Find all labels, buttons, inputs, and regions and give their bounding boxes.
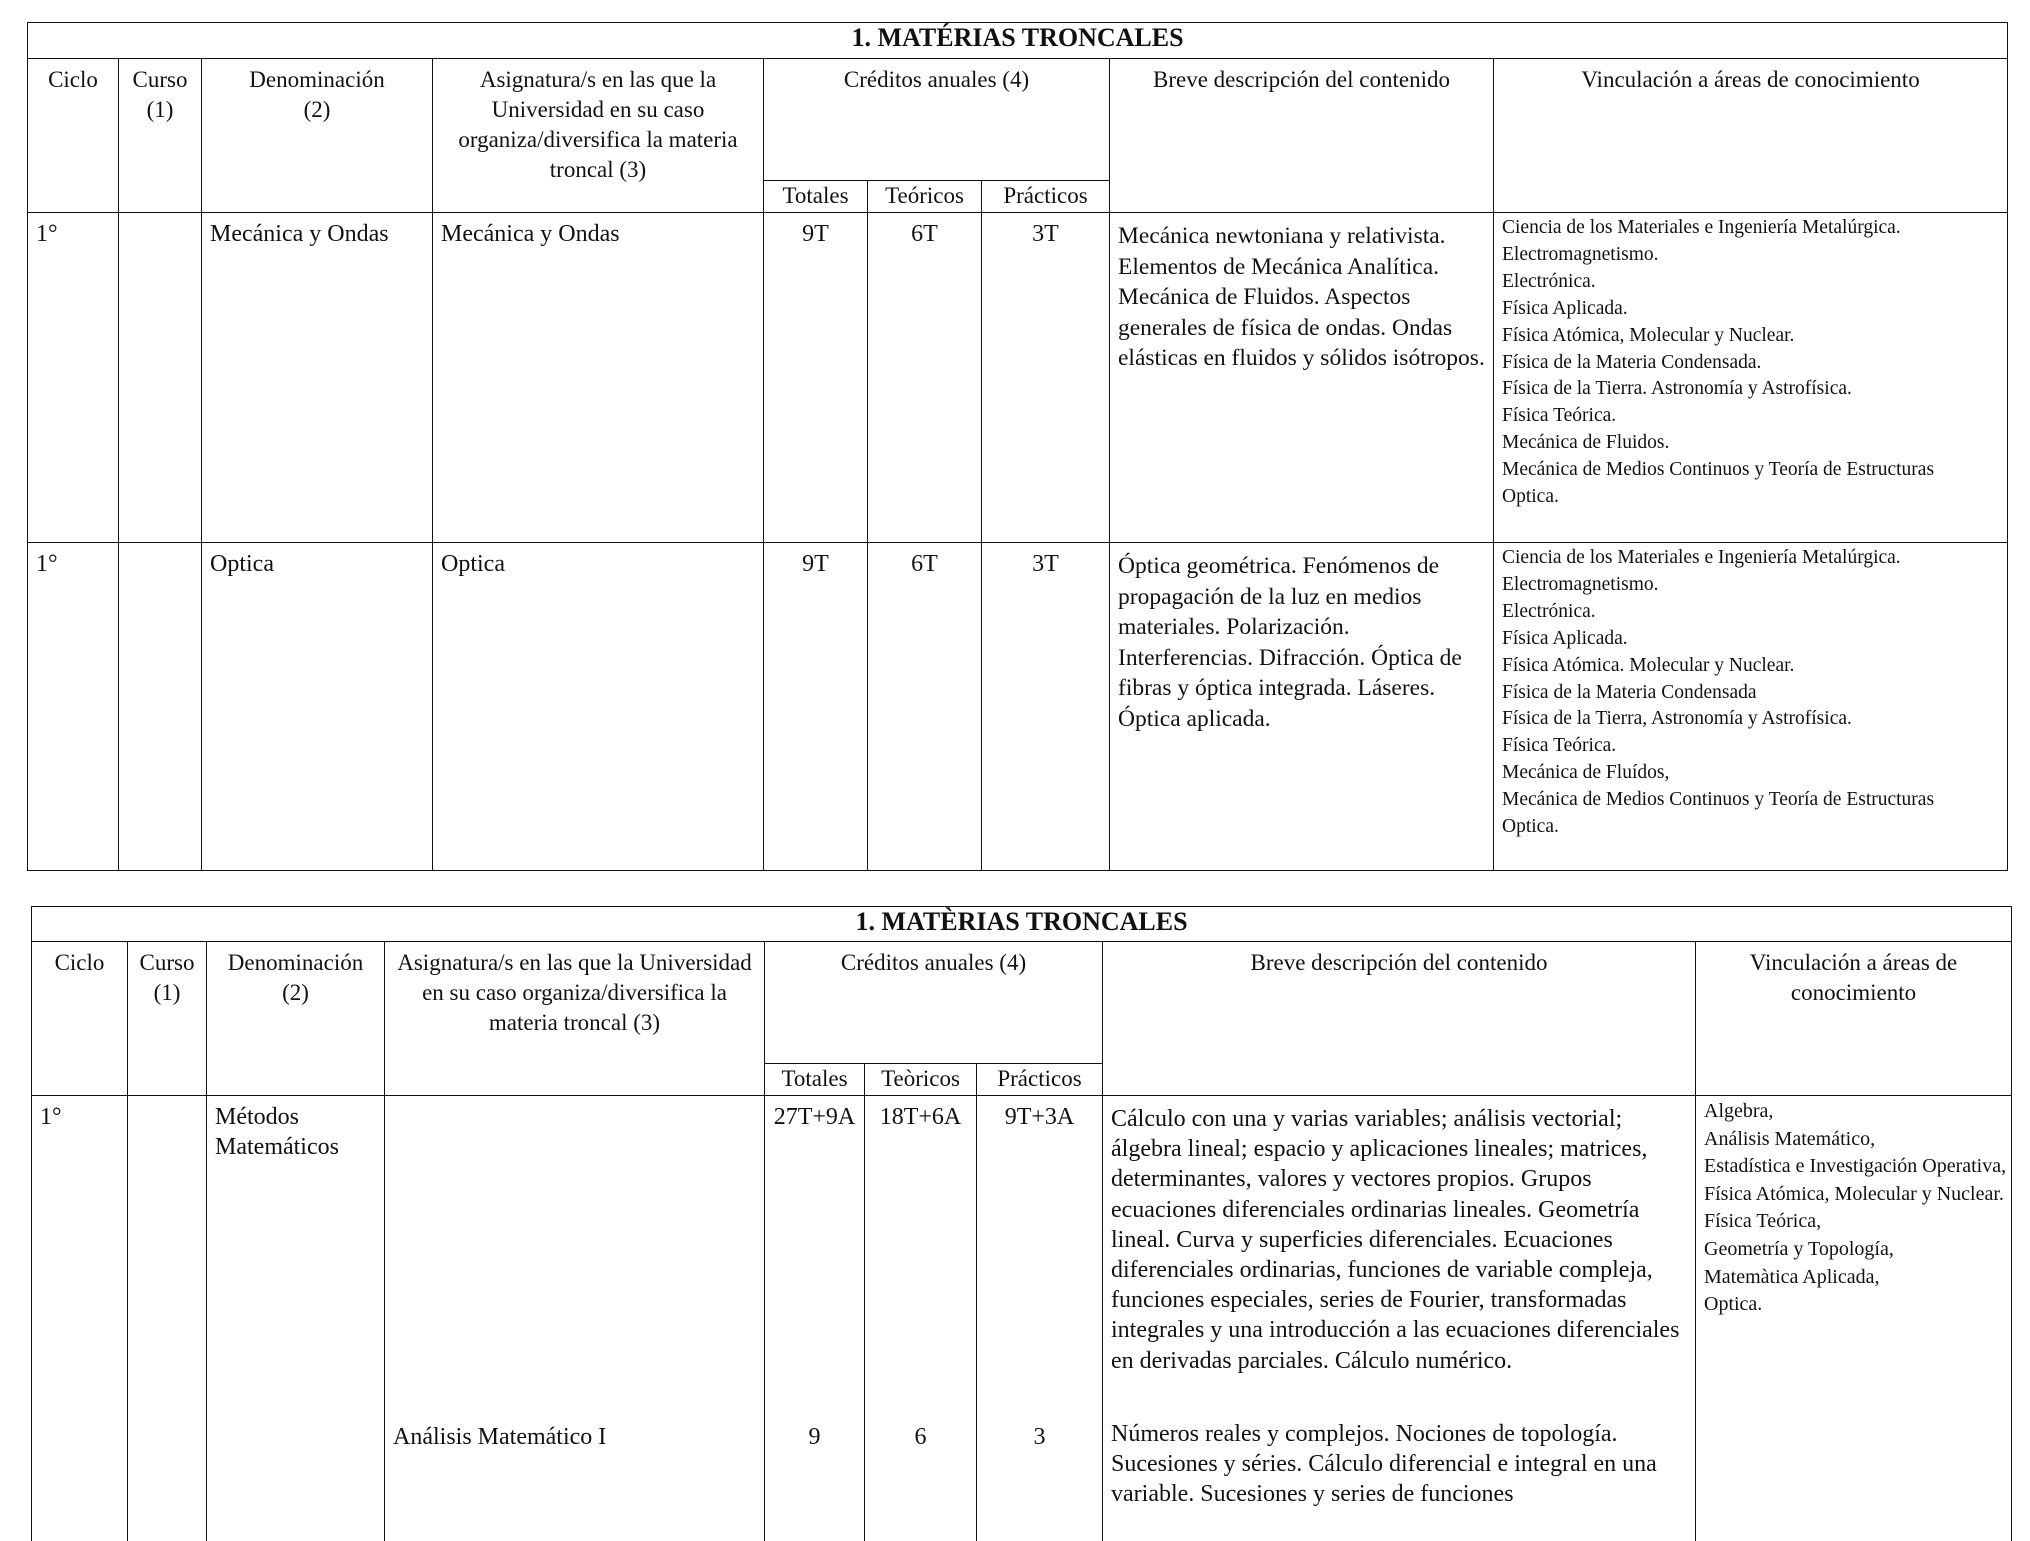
area-item: Física de la Tierra. Astronomía y Astrofísica. <box>1502 378 1852 400</box>
cell-curso <box>119 543 202 871</box>
area-item: Mecánica de Medios Continuos y Teoría de Estructuras <box>1502 459 1935 481</box>
header-descripcion: Breve descripción del contenido <box>1103 942 1696 1096</box>
cell-teoricos: 6T <box>868 213 982 543</box>
header-curso-note: (1) <box>146 97 174 122</box>
header-curso-label: Curso <box>132 67 188 92</box>
header-teoricos: Teòricos <box>865 1064 977 1096</box>
cell-ciclo: 1° <box>32 1096 128 1541</box>
header-ciclo: Ciclo <box>28 59 119 213</box>
cell-practicos: 3T <box>982 213 1110 543</box>
header-denominacion <box>202 59 433 213</box>
area-item: Física de la Tierra, Astronomía y Astrofísica. <box>1502 708 1852 730</box>
area-item: Ciencia de los Materiales e Ingeniería Metalúrgica. <box>1502 217 1901 238</box>
cell-ciclo: 1° <box>28 543 119 871</box>
header-creditos: Créditos anuales (4) <box>765 942 1103 1064</box>
area-item: Matemàtica Aplicada, <box>1704 1265 1880 1288</box>
table-title: 1. MATÈRIAS TRONCALES <box>32 907 2012 942</box>
header-denominacion-note: (2) <box>303 97 331 122</box>
header-curso-label: Curso <box>139 950 195 975</box>
cell-curso <box>128 1096 207 1541</box>
cell-descripcion <box>1103 1096 1696 1541</box>
area-item: Electrónica. <box>1502 270 1596 292</box>
header-asignatura: Asignatura/s en las que la Universidad en su caso organiza/diversifica la materia troncal (3) <box>433 59 764 213</box>
area-item: Física Atómica. Molecular y Nuclear. <box>1502 654 1795 676</box>
area-item: Física de la Materia Condensada. <box>1502 351 1762 373</box>
cell-areas <box>1494 543 2008 871</box>
practicos-sub: 3 <box>1033 1424 1046 1450</box>
header-practicos: Prácticos <box>977 1064 1103 1096</box>
cell-curso <box>119 213 202 543</box>
area-item: Electromagnetismo. <box>1502 243 1659 265</box>
header-totales: Totales <box>764 181 868 213</box>
descripcion-sub: Números reales y complejos. Nociones de topología. Sucesiones y séries. Cálculo diferencial e integral en una variable. Sucesiones y series de funciones <box>1111 1420 1657 1508</box>
header-curso <box>119 59 202 213</box>
header-creditos: Créditos anuales (4) <box>764 59 1110 181</box>
cell-practicos <box>977 1096 1103 1541</box>
area-item: Algebra, <box>1704 1100 1774 1122</box>
cell-totales: 9T <box>764 543 868 871</box>
table-materias-troncales-2 <box>31 906 2012 1541</box>
area-item: Electrónica. <box>1502 600 1596 622</box>
header-practicos: Prácticos <box>982 181 1110 213</box>
table-row <box>32 1096 2012 1541</box>
header-totales: Totales <box>765 1064 865 1096</box>
cell-totales: 9T <box>764 213 868 543</box>
cell-practicos: 3T <box>982 543 1110 871</box>
table-materias-troncales-1 <box>27 22 2008 871</box>
header-ciclo: Ciclo <box>32 942 128 1096</box>
area-item: Estadística e Investigación Operativa, <box>1704 1155 2007 1178</box>
area-item: Optica. <box>1502 486 1559 508</box>
header-denominacion-label: Denominación <box>249 67 385 92</box>
area-item: Optica. <box>1704 1293 1763 1316</box>
header-teoricos: Teóricos <box>868 181 982 213</box>
area-item: Física Aplicada. <box>1502 297 1628 319</box>
area-item: Análisis Matemático, <box>1704 1127 1876 1150</box>
area-item: Física Atómica, Molecular y Nuclear. <box>1502 324 1795 346</box>
header-vinculacion: Vinculación a áreas de conocimiento <box>1696 942 2012 1096</box>
cell-asignatura: Optica <box>433 543 764 871</box>
cell-teoricos <box>865 1096 977 1541</box>
table-title: 1. MATÉRIAS TRONCALES <box>28 23 2008 59</box>
cell-areas <box>1494 213 2008 543</box>
cell-areas <box>1696 1096 2012 1541</box>
cell-asignatura <box>385 1096 765 1541</box>
area-item: Geometría y Topología, <box>1704 1237 1894 1260</box>
header-denominacion-note: (2) <box>282 980 309 1005</box>
area-item: Electromagnetismo. <box>1502 573 1659 595</box>
header-curso-note: (1) <box>153 980 181 1005</box>
cell-teoricos: 6T <box>868 543 982 871</box>
cell-denominacion: Optica <box>202 543 433 871</box>
header-asignatura: Asignatura/s en las que la Universidad en su caso organiza/diversifica la materia troncal (3) <box>385 942 765 1096</box>
totales-main: 27T+9A <box>773 1104 856 1130</box>
area-item: Ciencia de los Materiales e Ingeniería Metalúrgica. <box>1502 547 1901 568</box>
header-vinculacion: Vinculación a áreas de conocimiento <box>1494 59 2008 213</box>
cell-descripcion: Óptica geométrica. Fenómenos de propagación de la luz en medios materiales. Polarización. Interferencias. Difracción. Óptica de fibras y óptica integrada. Láseres. Óptica aplicada. <box>1110 543 1494 871</box>
practicos-main: 9T+3A <box>1004 1104 1075 1130</box>
cell-denominacion: Métodos Matemáticos <box>207 1096 385 1541</box>
area-item: Física Teórica. <box>1502 405 1617 427</box>
totales-sub: 9 <box>808 1424 821 1450</box>
header-curso <box>128 942 207 1096</box>
header-denominacion-label: Denominación <box>227 950 364 975</box>
teoricos-sub: 6 <box>914 1424 927 1450</box>
cell-ciclo: 1° <box>28 213 119 543</box>
area-item: Física Aplicada. <box>1502 627 1628 649</box>
table-row <box>28 213 2008 543</box>
table-row <box>28 543 2008 871</box>
area-item: Física de la Materia Condensada <box>1502 681 1757 703</box>
area-item: Física Teórica. <box>1502 735 1617 757</box>
sub-asignatura: Análisis Matemático I <box>393 1424 607 1450</box>
area-item: Mecánica de Fluídos, <box>1502 762 1670 784</box>
area-item: Física Teórica, <box>1704 1210 1822 1233</box>
area-item: Física Atómica, Molecular y Nuclear. <box>1704 1182 2004 1205</box>
cell-asignatura: Mecánica y Ondas <box>433 213 764 543</box>
area-item: Mecánica de Fluidos. <box>1502 432 1670 454</box>
cell-totales <box>765 1096 865 1541</box>
teoricos-main: 18T+6A <box>879 1104 962 1130</box>
header-descripcion: Breve descripción del contenido <box>1110 59 1494 213</box>
descripcion-main: Cálculo con una y varias variables; análisis vectorial; álgebra lineal; espacio y aplicaciones lineales; matrices, determinantes, valores y vectores propios. Grupos ecuaciones diferenciales ordinarias lineales. Geometría lineal. Curva y superficies diferenciales. Ecuaciones diferenciales ordinarias, funciones de variable compleja, funciones especiales, series de Fourier, transformadas integrales y una introducción a las ecuaciones diferenciales en derivadas parciales. Cálculo numérico. <box>1111 1106 1680 1374</box>
area-item: Optica. <box>1502 816 1559 838</box>
area-item: Mecánica de Medios Continuos y Teoría de Estructuras <box>1502 789 1935 811</box>
header-denominacion <box>207 942 385 1096</box>
cell-denominacion: Mecánica y Ondas <box>202 213 433 543</box>
cell-descripcion: Mecánica newtoniana y relativista. Elementos de Mecánica Analítica. Mecánica de Fluidos. Aspectos generales de física de ondas. Ondas elásticas en fluidos y sólidos isótropos. <box>1110 213 1494 543</box>
